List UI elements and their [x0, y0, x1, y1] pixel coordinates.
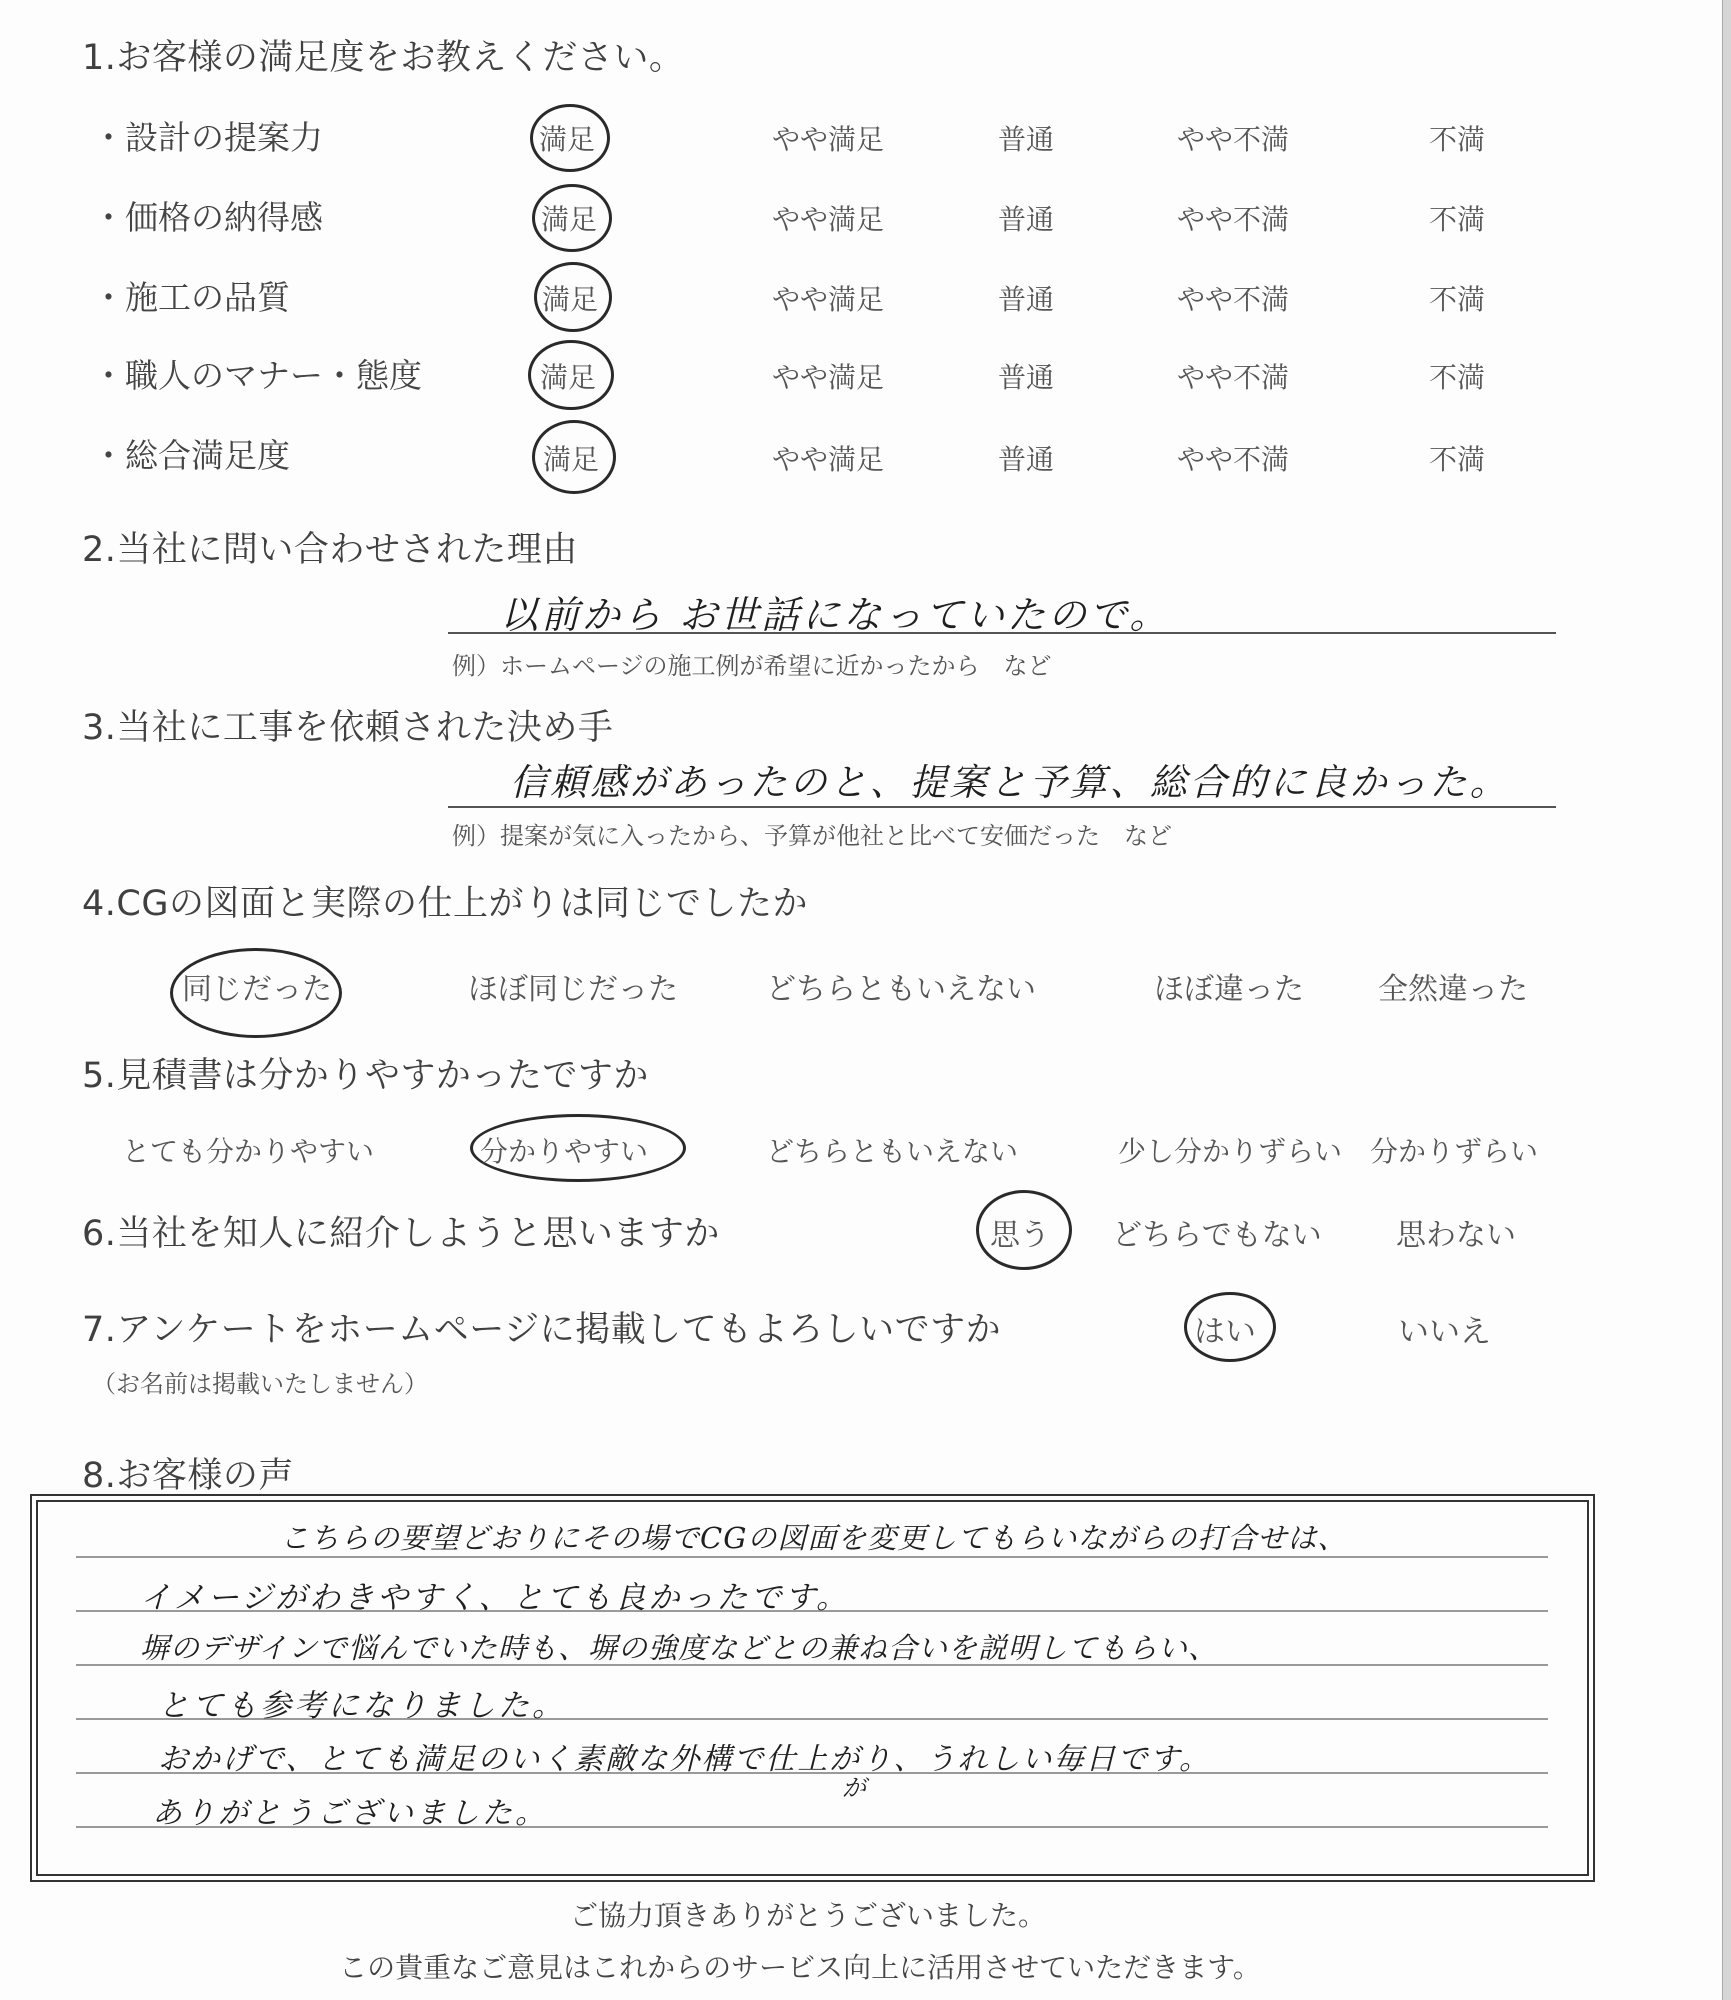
q2-example: 例）ホームページの施工例が希望に近かったから など [452, 652, 1052, 680]
footer-note: この貴重なご意見はこれからのサービス向上に活用させていただきます。 [339, 1951, 1261, 1984]
q1-option-2[interactable]: 普通 [997, 283, 1055, 316]
q4-option-3[interactable]: ほぼ違った [1154, 972, 1304, 1007]
q1-option-0[interactable]: 満足 [538, 123, 596, 156]
q6-option-2[interactable]: 思わない [1396, 1218, 1516, 1253]
q6-title: 6.当社を知人に紹介しようと思いますか [82, 1214, 720, 1254]
q1-option-1[interactable]: やや満足 [771, 203, 885, 236]
answer-underline [448, 806, 1556, 808]
q5-option-0[interactable]: とても分かりやすい [122, 1135, 375, 1168]
q1-option-1[interactable]: やや満足 [771, 283, 885, 316]
voice-line-1: こちらの要望どおりにその場でCGの図面を変更してもらいながらの打合せは、 [280, 1521, 1348, 1555]
q2-answer[interactable]: 以前から お世話になっていたので。 [500, 593, 1171, 637]
voice-line-3: 塀のデザインで悩んでいた時も、塀の強度などとの兼ね合いを説明してもらい、 [140, 1631, 1218, 1665]
q4-option-2[interactable]: どちらともいえない [766, 972, 1036, 1007]
q1-option-2[interactable]: 普通 [997, 361, 1055, 394]
q5-option-3[interactable]: 少し分かりずらい [1118, 1135, 1343, 1168]
q1-option-4[interactable]: 不満 [1428, 123, 1486, 156]
q3-title: 3.当社に工事を依頼された決め手 [82, 708, 614, 748]
q1-option-4[interactable]: 不満 [1428, 203, 1486, 236]
q4-title: 4.CGの図面と実際の仕上がりは同じでしたか [82, 884, 808, 924]
q1-option-2[interactable]: 普通 [997, 443, 1055, 476]
q1-option-1[interactable]: やや満足 [771, 443, 885, 476]
voice-line-2: イメージがわきやすく、とても良かったです。 [140, 1580, 850, 1616]
q1-option-2[interactable]: 普通 [997, 203, 1055, 236]
q1-option-4[interactable]: 不満 [1428, 361, 1486, 394]
q8-title: 8.お客様の声 [82, 1456, 294, 1496]
footer-thanks: ご協力頂きありがとうございました。 [569, 1899, 1047, 1932]
page-edge [1722, 0, 1731, 2000]
q1-item-label: ・設計の提案力 [92, 118, 323, 157]
q1-option-0[interactable]: 満足 [539, 361, 597, 394]
q7-title: 7.アンケートをホームページに掲載してもよろしいですか [82, 1310, 1002, 1350]
voice-line-4: とても参考になりました。 [158, 1688, 566, 1724]
q4-option-1[interactable]: ほぼ同じだった [468, 972, 678, 1007]
voice-line-5: おかげで、とても満足のいく素敵な外構で仕上がり、うれしい毎日です。 [158, 1742, 1211, 1777]
q7-note: （お名前は掲載いたしません） [92, 1370, 428, 1398]
q1-option-3[interactable]: やや不満 [1176, 443, 1290, 476]
voice-line-6: ありがとうございました。 [152, 1796, 548, 1831]
q3-answer[interactable]: 信頼感があったのと、提案と予算、総合的に良かった。 [510, 761, 1510, 804]
q5-option-4[interactable]: 分かりずらい [1370, 1135, 1539, 1168]
q5-title: 5.見積書は分かりやすかったですか [82, 1056, 649, 1096]
q4-option-4[interactable]: 全然違った [1378, 972, 1528, 1007]
q2-title: 2.当社に問い合わせされた理由 [82, 530, 578, 570]
q6-option-1[interactable]: どちらでもない [1112, 1218, 1322, 1253]
q7-option-1[interactable]: いいえ [1398, 1314, 1491, 1350]
q1-option-3[interactable]: やや不満 [1176, 283, 1290, 316]
q1-item-label: ・総合満足度 [92, 436, 290, 475]
q1-option-3[interactable]: やや不満 [1176, 123, 1290, 156]
q6-option-0[interactable]: 思う [990, 1218, 1050, 1253]
q1-option-3[interactable]: やや不満 [1176, 361, 1290, 394]
voice-insertion: が [842, 1774, 869, 1802]
q1-option-4[interactable]: 不満 [1428, 283, 1486, 316]
q5-option-2[interactable]: どちらともいえない [766, 1135, 1019, 1168]
q1-item-label: ・価格の納得感 [92, 198, 323, 237]
q1-option-0[interactable]: 満足 [540, 203, 598, 236]
q1-option-0[interactable]: 満足 [541, 283, 599, 316]
q3-example: 例）提案が気に入ったから、予算が他社と比べて安価だった など [452, 822, 1172, 850]
q1-option-1[interactable]: やや満足 [771, 361, 885, 394]
answer-underline [448, 632, 1556, 634]
q1-option-4[interactable]: 不満 [1428, 443, 1486, 476]
q1-option-0[interactable]: 満足 [542, 443, 600, 476]
q1-item-label: ・職人のマナー・態度 [92, 356, 422, 395]
q7-option-0[interactable]: はい [1194, 1314, 1256, 1350]
q5-option-1[interactable]: 分かりやすい [480, 1135, 649, 1168]
q4-option-0[interactable]: 同じだった [182, 972, 332, 1007]
q1-item-label: ・施工の品質 [92, 278, 290, 317]
q1-title: 1.お客様の満足度をお教えください。 [82, 38, 685, 78]
q1-option-2[interactable]: 普通 [997, 123, 1055, 156]
q1-option-3[interactable]: やや不満 [1176, 203, 1290, 236]
q1-option-1[interactable]: やや満足 [771, 123, 885, 156]
